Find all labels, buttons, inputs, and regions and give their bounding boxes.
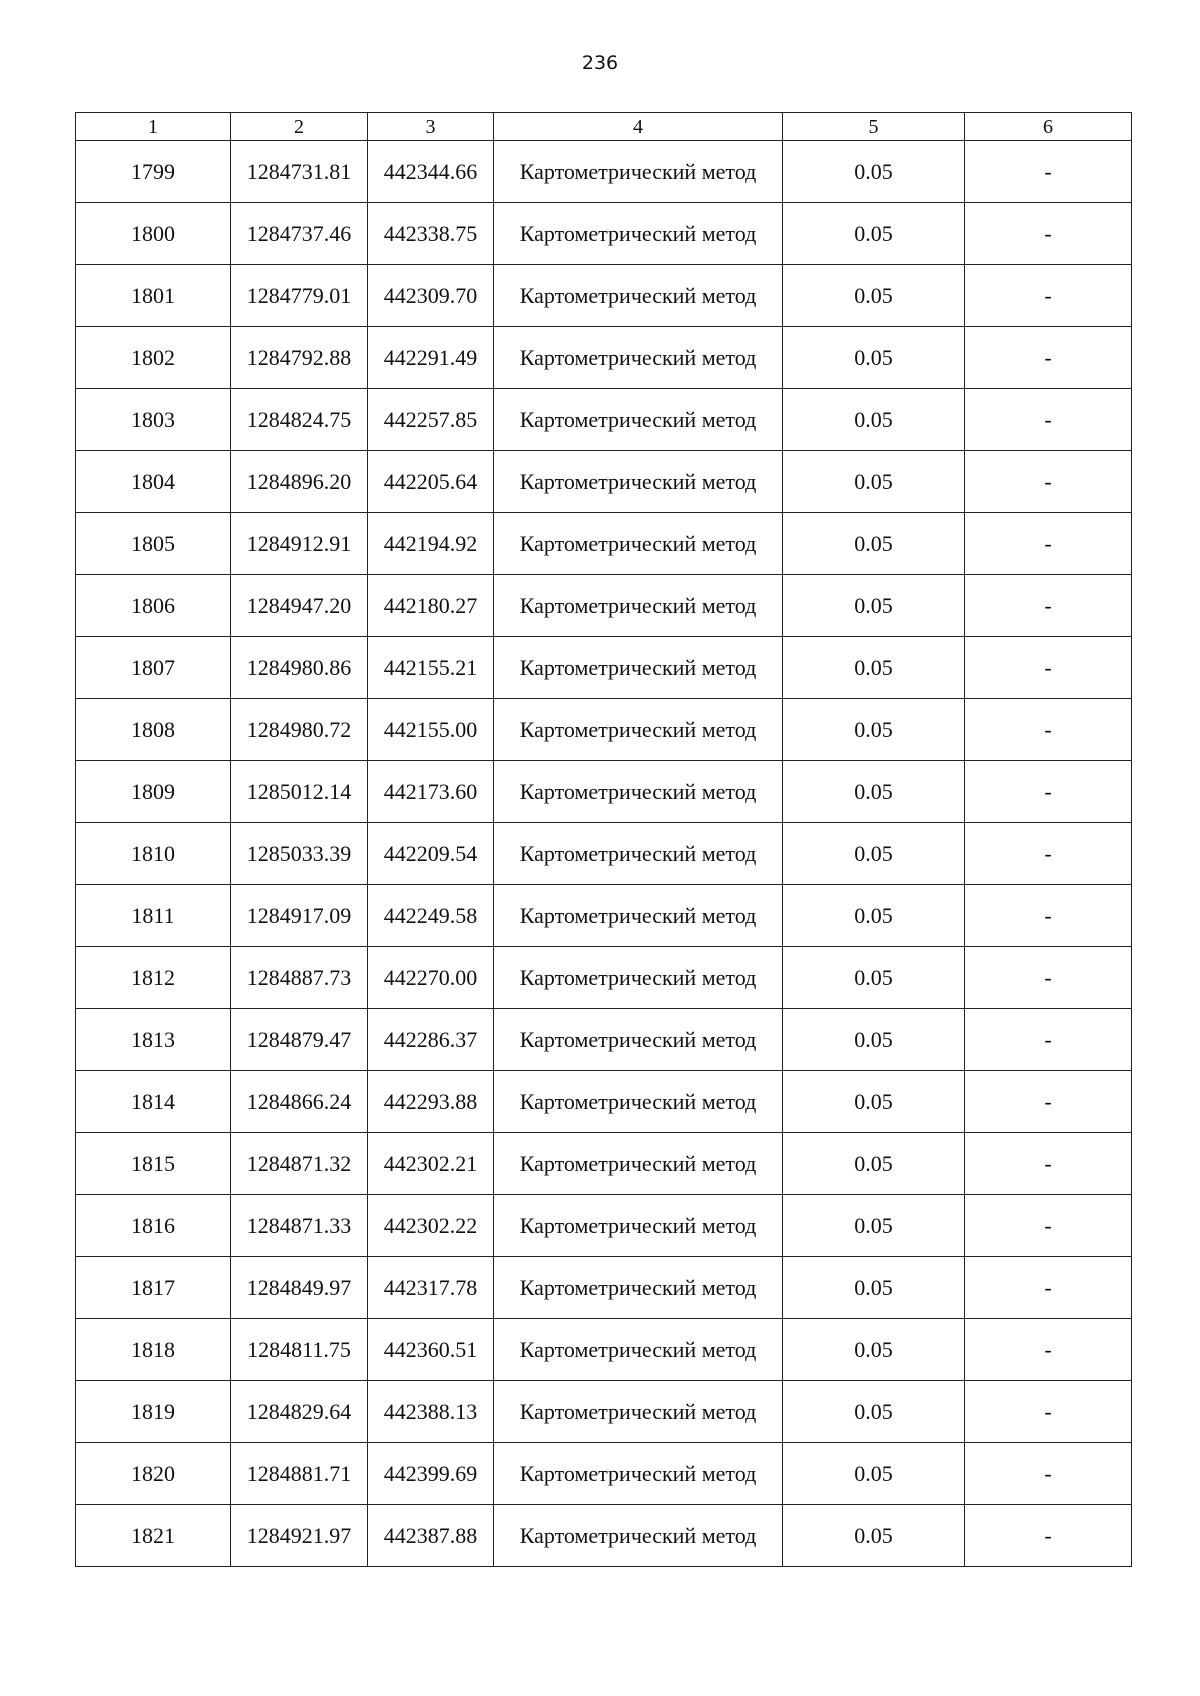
accuracy-cell: 0.05 <box>783 389 965 451</box>
note-cell: - <box>965 1257 1132 1319</box>
column-header-6: 6 <box>965 113 1132 141</box>
x-coordinate-cell: 1284811.75 <box>231 1319 368 1381</box>
y-coordinate-cell: 442338.75 <box>368 203 494 265</box>
note-cell: - <box>965 1195 1132 1257</box>
point-number-cell: 1804 <box>76 451 231 513</box>
y-coordinate-cell: 442360.51 <box>368 1319 494 1381</box>
y-coordinate-cell: 442209.54 <box>368 823 494 885</box>
point-number-cell: 1807 <box>76 637 231 699</box>
table-row <box>76 265 1132 327</box>
method-cell: Картометрический метод <box>494 203 783 265</box>
point-number-cell: 1808 <box>76 699 231 761</box>
note-cell: - <box>965 823 1132 885</box>
accuracy-cell: 0.05 <box>783 761 965 823</box>
table-row <box>76 1505 1132 1567</box>
note-cell: - <box>965 1071 1132 1133</box>
method-cell: Картометрический метод <box>494 1381 783 1443</box>
y-coordinate-cell: 442173.60 <box>368 761 494 823</box>
note-cell: - <box>965 141 1132 203</box>
table-row <box>76 1195 1132 1257</box>
table-row <box>76 1319 1132 1381</box>
table-row <box>76 761 1132 823</box>
method-cell: Картометрический метод <box>494 1319 783 1381</box>
accuracy-cell: 0.05 <box>783 699 965 761</box>
x-coordinate-cell: 1284980.72 <box>231 699 368 761</box>
point-number-cell: 1820 <box>76 1443 231 1505</box>
accuracy-cell: 0.05 <box>783 513 965 575</box>
column-header-3: 3 <box>368 113 494 141</box>
y-coordinate-cell: 442286.37 <box>368 1009 494 1071</box>
point-number-cell: 1813 <box>76 1009 231 1071</box>
point-number-cell: 1799 <box>76 141 231 203</box>
x-coordinate-cell: 1284912.91 <box>231 513 368 575</box>
point-number-cell: 1818 <box>76 1319 231 1381</box>
x-coordinate-cell: 1284980.86 <box>231 637 368 699</box>
accuracy-cell: 0.05 <box>783 1071 965 1133</box>
note-cell: - <box>965 1505 1132 1567</box>
x-coordinate-cell: 1284849.97 <box>231 1257 368 1319</box>
point-number-cell: 1801 <box>76 265 231 327</box>
point-number-cell: 1803 <box>76 389 231 451</box>
x-coordinate-cell: 1284779.01 <box>231 265 368 327</box>
x-coordinate-cell: 1284887.73 <box>231 947 368 1009</box>
y-coordinate-cell: 442302.22 <box>368 1195 494 1257</box>
accuracy-cell: 0.05 <box>783 1443 965 1505</box>
accuracy-cell: 0.05 <box>783 1319 965 1381</box>
note-cell: - <box>965 637 1132 699</box>
table-body <box>76 141 1132 1567</box>
table-row <box>76 389 1132 451</box>
method-cell: Картометрический метод <box>494 1505 783 1567</box>
table-row <box>76 637 1132 699</box>
y-coordinate-cell: 442291.49 <box>368 327 494 389</box>
note-cell: - <box>965 885 1132 947</box>
y-coordinate-cell: 442249.58 <box>368 885 494 947</box>
page-number: 236 <box>581 52 619 74</box>
point-number-cell: 1811 <box>76 885 231 947</box>
accuracy-cell: 0.05 <box>783 327 965 389</box>
y-coordinate-cell: 442317.78 <box>368 1257 494 1319</box>
note-cell: - <box>965 327 1132 389</box>
method-cell: Картометрический метод <box>494 265 783 327</box>
column-header-4: 4 <box>494 113 783 141</box>
note-cell: - <box>965 265 1132 327</box>
point-number-cell: 1817 <box>76 1257 231 1319</box>
accuracy-cell: 0.05 <box>783 1195 965 1257</box>
note-cell: - <box>965 451 1132 513</box>
x-coordinate-cell: 1284792.88 <box>231 327 368 389</box>
table-row <box>76 823 1132 885</box>
accuracy-cell: 0.05 <box>783 1257 965 1319</box>
accuracy-cell: 0.05 <box>783 265 965 327</box>
point-number-cell: 1816 <box>76 1195 231 1257</box>
x-coordinate-cell: 1284879.47 <box>231 1009 368 1071</box>
method-cell: Картометрический метод <box>494 1133 783 1195</box>
table-row <box>76 327 1132 389</box>
note-cell: - <box>965 761 1132 823</box>
point-number-cell: 1805 <box>76 513 231 575</box>
point-number-cell: 1821 <box>76 1505 231 1567</box>
method-cell: Картометрический метод <box>494 1443 783 1505</box>
point-number-cell: 1810 <box>76 823 231 885</box>
method-cell: Картометрический метод <box>494 327 783 389</box>
method-cell: Картометрический метод <box>494 823 783 885</box>
point-number-cell: 1802 <box>76 327 231 389</box>
method-cell: Картометрический метод <box>494 575 783 637</box>
table-row <box>76 575 1132 637</box>
method-cell: Картометрический метод <box>494 1071 783 1133</box>
table-row <box>76 513 1132 575</box>
table-row <box>76 451 1132 513</box>
table-row <box>76 203 1132 265</box>
note-cell: - <box>965 575 1132 637</box>
method-cell: Картометрический метод <box>494 1009 783 1071</box>
x-coordinate-cell: 1284866.24 <box>231 1071 368 1133</box>
note-cell: - <box>965 1133 1132 1195</box>
point-number-cell: 1815 <box>76 1133 231 1195</box>
method-cell: Картометрический метод <box>494 141 783 203</box>
coordinates-table <box>75 112 1132 1567</box>
x-coordinate-cell: 1285012.14 <box>231 761 368 823</box>
point-number-cell: 1800 <box>76 203 231 265</box>
column-header-2: 2 <box>231 113 368 141</box>
method-cell: Картометрический метод <box>494 389 783 451</box>
column-header-5: 5 <box>783 113 965 141</box>
y-coordinate-cell: 442344.66 <box>368 141 494 203</box>
y-coordinate-cell: 442180.27 <box>368 575 494 637</box>
method-cell: Картометрический метод <box>494 885 783 947</box>
accuracy-cell: 0.05 <box>783 575 965 637</box>
table-row <box>76 1009 1132 1071</box>
method-cell: Картометрический метод <box>494 947 783 1009</box>
table-row <box>76 1071 1132 1133</box>
y-coordinate-cell: 442257.85 <box>368 389 494 451</box>
table-row <box>76 1133 1132 1195</box>
method-cell: Картометрический метод <box>494 761 783 823</box>
accuracy-cell: 0.05 <box>783 637 965 699</box>
accuracy-cell: 0.05 <box>783 1505 965 1567</box>
note-cell: - <box>965 1443 1132 1505</box>
point-number-cell: 1819 <box>76 1381 231 1443</box>
point-number-cell: 1809 <box>76 761 231 823</box>
method-cell: Картометрический метод <box>494 451 783 513</box>
accuracy-cell: 0.05 <box>783 1009 965 1071</box>
method-cell: Картометрический метод <box>494 637 783 699</box>
point-number-cell: 1814 <box>76 1071 231 1133</box>
column-header-1: 1 <box>76 113 231 141</box>
x-coordinate-cell: 1284829.64 <box>231 1381 368 1443</box>
table-row <box>76 885 1132 947</box>
table-row <box>76 947 1132 1009</box>
header-row <box>76 113 1132 141</box>
y-coordinate-cell: 442194.92 <box>368 513 494 575</box>
method-cell: Картометрический метод <box>494 699 783 761</box>
y-coordinate-cell: 442309.70 <box>368 265 494 327</box>
note-cell: - <box>965 947 1132 1009</box>
accuracy-cell: 0.05 <box>783 141 965 203</box>
table-row <box>76 1257 1132 1319</box>
table-row <box>76 141 1132 203</box>
table-row <box>76 1443 1132 1505</box>
x-coordinate-cell: 1284871.32 <box>231 1133 368 1195</box>
table-row <box>76 699 1132 761</box>
table-header <box>76 113 1132 141</box>
y-coordinate-cell: 442270.00 <box>368 947 494 1009</box>
x-coordinate-cell: 1284917.09 <box>231 885 368 947</box>
x-coordinate-cell: 1285033.39 <box>231 823 368 885</box>
note-cell: - <box>965 699 1132 761</box>
y-coordinate-cell: 442302.21 <box>368 1133 494 1195</box>
x-coordinate-cell: 1284824.75 <box>231 389 368 451</box>
accuracy-cell: 0.05 <box>783 451 965 513</box>
y-coordinate-cell: 442155.00 <box>368 699 494 761</box>
method-cell: Картометрический метод <box>494 513 783 575</box>
y-coordinate-cell: 442293.88 <box>368 1071 494 1133</box>
accuracy-cell: 0.05 <box>783 947 965 1009</box>
x-coordinate-cell: 1284881.71 <box>231 1443 368 1505</box>
accuracy-cell: 0.05 <box>783 823 965 885</box>
x-coordinate-cell: 1284921.97 <box>231 1505 368 1567</box>
accuracy-cell: 0.05 <box>783 1381 965 1443</box>
x-coordinate-cell: 1284731.81 <box>231 141 368 203</box>
table-row <box>76 1381 1132 1443</box>
x-coordinate-cell: 1284737.46 <box>231 203 368 265</box>
method-cell: Картометрический метод <box>494 1195 783 1257</box>
note-cell: - <box>965 1319 1132 1381</box>
method-cell: Картометрический метод <box>494 1257 783 1319</box>
x-coordinate-cell: 1284896.20 <box>231 451 368 513</box>
note-cell: - <box>965 1009 1132 1071</box>
point-number-cell: 1806 <box>76 575 231 637</box>
y-coordinate-cell: 442205.64 <box>368 451 494 513</box>
point-number-cell: 1812 <box>76 947 231 1009</box>
y-coordinate-cell: 442387.88 <box>368 1505 494 1567</box>
x-coordinate-cell: 1284871.33 <box>231 1195 368 1257</box>
note-cell: - <box>965 1381 1132 1443</box>
accuracy-cell: 0.05 <box>783 885 965 947</box>
y-coordinate-cell: 442155.21 <box>368 637 494 699</box>
note-cell: - <box>965 389 1132 451</box>
y-coordinate-cell: 442399.69 <box>368 1443 494 1505</box>
accuracy-cell: 0.05 <box>783 203 965 265</box>
note-cell: - <box>965 203 1132 265</box>
accuracy-cell: 0.05 <box>783 1133 965 1195</box>
note-cell: - <box>965 513 1132 575</box>
x-coordinate-cell: 1284947.20 <box>231 575 368 637</box>
y-coordinate-cell: 442388.13 <box>368 1381 494 1443</box>
